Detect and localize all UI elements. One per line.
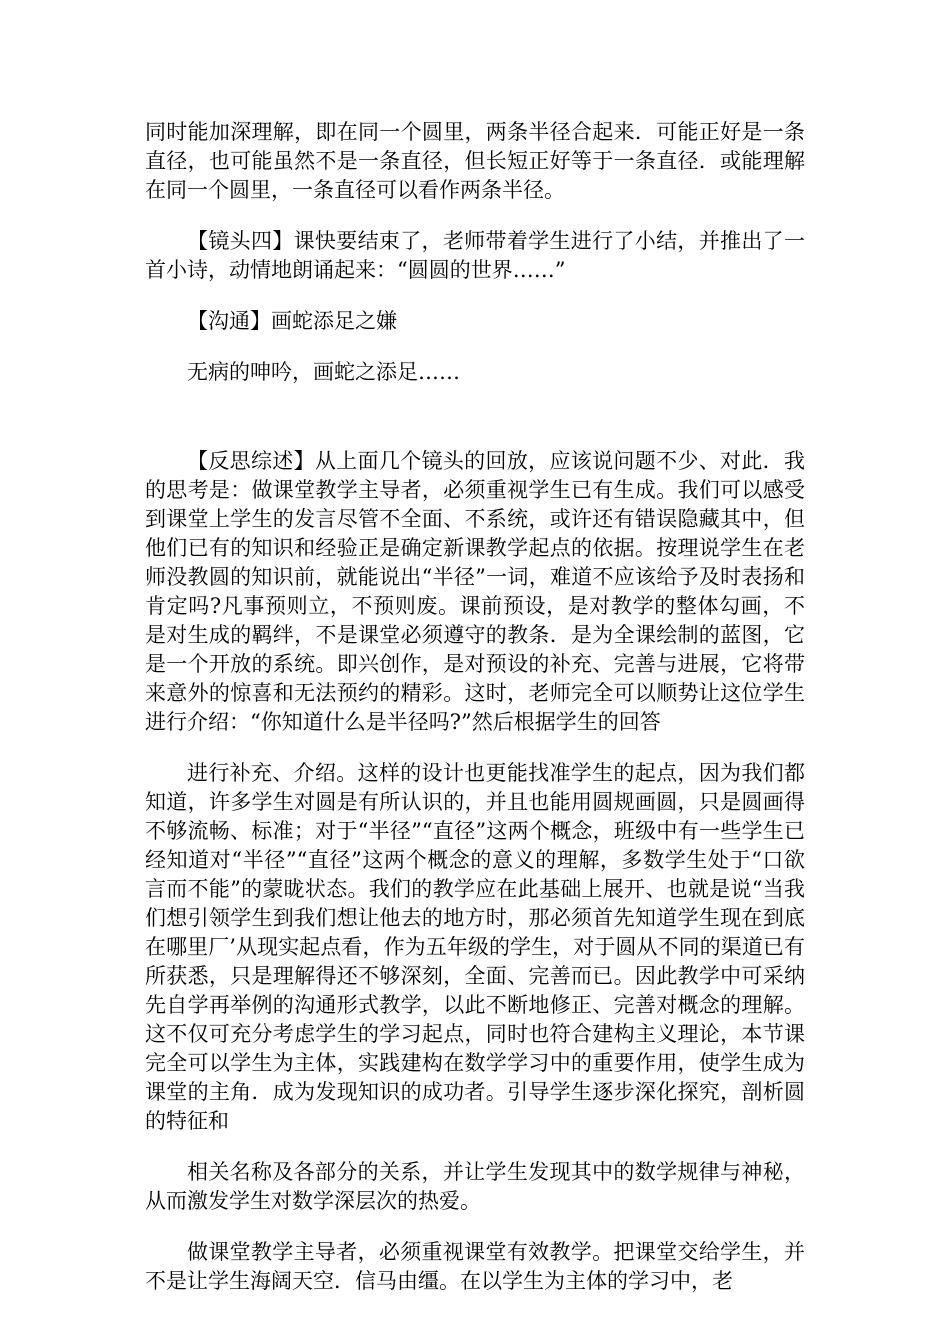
paragraph-communication-heading: 【沟通】画蛇添足之嫌 xyxy=(187,309,397,333)
document-body xyxy=(145,118,805,1296)
paragraph-shot-four: 【镜头四】课快要结束了，老师带着学生进行了小结，并推出了一首小诗，动情地朗诵起来：“圆圆的世界……” xyxy=(145,229,805,282)
paragraph-communication-note: 无病的呻吟，画蛇之添足…… xyxy=(187,360,460,384)
paragraph-reflection-summary: 【反思综述】从上面几个镜头的回放，应该说问题不少、对此．我的思考是：做课堂教学主导者，必须重视学生已有生成。我们可以感受到课堂上学生的发言尽管不全面、不系统，或许还有错误隐藏其中，但他们已有的知识和经验正是确定新课教学起点的依据。按理说学生在老师没教圆的知识前，就能说出“半径”一词，难道不应该给予及时表扬和肯定吗?凡事预则立，不预则废。课前预设，是对教学的整体勾画，不是对生成的羁绊，不是课堂必须遵守的教条．是为全课绘制的蓝图，它是一个开放的系统。即兴创作，是对预设的补充、完善与进展，它将带来意外的惊喜和无法预约的精彩。这时，老师完全可以顺势让这位学生进行介绍：“你知道什么是半径吗?”然后根据学生的回答 xyxy=(145,449,805,734)
paragraph-continuation: 同时能加深理解，即在同一个圆里，两条半径合起来．可能正好是一条直径，也可能虽然不是一条直径，但长短正好等于一条直径．或能理解在同一个圆里，一条直径可以看作两条半径。 xyxy=(145,120,805,202)
paragraph-effective-teaching: 做课堂教学主导者，必须重视课堂有效教学。把课堂交给学生，并不是让学生海阔天空．信马由缰。在以学生为主体的学习中，老 xyxy=(145,1240,805,1293)
paragraph-supplement: 进行补充、介绍。这样的设计也更能找准学生的起点，因为我们都知道，许多学生对圆是有所认识的，并且也能用圆规画圆，只是圆画得不够流畅、标准；对于“半径”“直径”这两个概念，班级中有一些学生已经知道对“半径”“直径”这两个概念的意义的理解，多数学生处于“口欲言而不能”的蒙昽状态。我们的教学应在此基础上展开、也就是说“当我们想引领学生到我们想让他去的地方时，那必须首先知道学生现在到底在哪里厂’从现实起点看，作为五年级的学生，对于圆从不同的渠道已有所获悉，只是理解得还不够深刻，全面、完善而已。因此教学中可采纳先自学再举例的沟通形式教学，以此不断地修正、完善对概念的理解。这不仅可充分考虑学生的学习起点，同时也符合建构主义理论，本节课完全可以学生为主体，实践建构在数学学习中的重要作用，使学生成为课堂的主角．成为发现知识的成功者。引导学生逐步深化探究，剖析圆的特征和 xyxy=(145,761,805,1133)
paragraph-relations: 相关名称及各部分的关系，并让学生发现其中的数学规律与神秘，从而激发学生对数学深层次的热爱。 xyxy=(145,1160,805,1213)
